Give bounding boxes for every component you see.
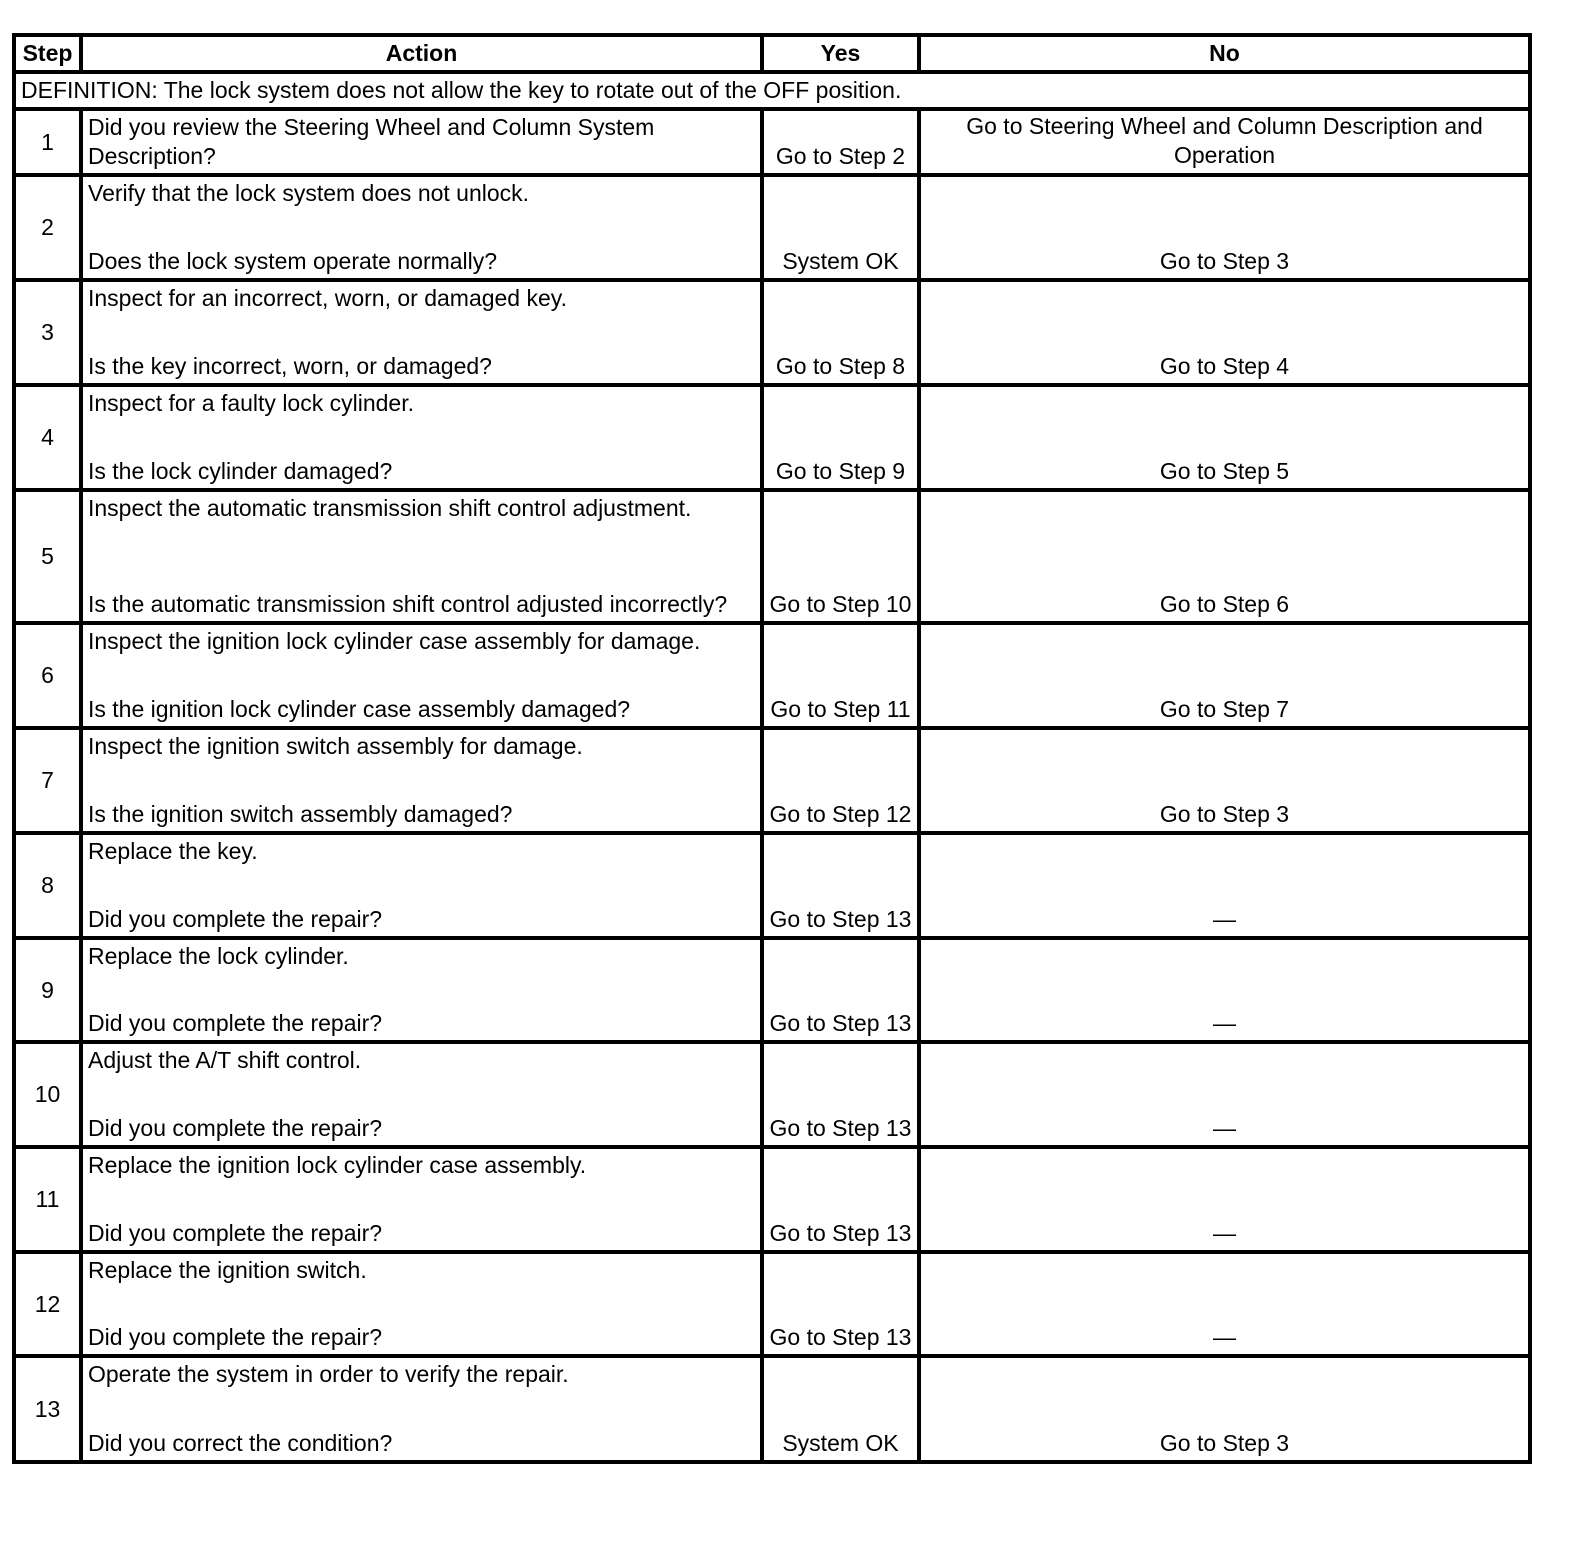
header-yes: Yes xyxy=(762,35,919,72)
action-instruction: Replace the lock cylinder. xyxy=(88,943,349,969)
table-row xyxy=(14,833,1530,938)
no-result: — xyxy=(919,833,1530,938)
table-row xyxy=(14,385,1530,490)
no-result: Go to Step 7 xyxy=(919,623,1530,728)
action-cell xyxy=(81,280,762,385)
no-result: Go to Step 6 xyxy=(919,490,1530,623)
yes-result: Go to Step 2 xyxy=(762,109,919,175)
yes-result: System OK xyxy=(762,1356,919,1462)
step-number: 1 xyxy=(14,109,81,175)
action-cell xyxy=(81,728,762,833)
action-cell xyxy=(81,175,762,280)
action-instruction: Inspect for a faulty lock cylinder. xyxy=(88,390,414,416)
table-row xyxy=(14,109,1530,175)
action-question: Is the automatic transmission shift control adjusted incorrectly? xyxy=(88,591,728,617)
no-result: — xyxy=(919,1147,1530,1252)
action-question: Did you correct the condition? xyxy=(88,1430,393,1456)
action-question: Did you complete the repair? xyxy=(88,1324,383,1350)
action-question: Did you complete the repair? xyxy=(88,1010,383,1036)
definition-row xyxy=(14,72,1530,109)
action-instruction: Replace the ignition switch. xyxy=(88,1257,367,1283)
no-result: Go to Step 5 xyxy=(919,385,1530,490)
yes-result: Go to Step 13 xyxy=(762,833,919,938)
step-number: 2 xyxy=(14,175,81,280)
action-instruction: Inspect the ignition lock cylinder case assembly for damage. xyxy=(88,628,701,654)
action-instruction: Replace the ignition lock cylinder case assembly. xyxy=(88,1152,587,1178)
header-step: Step xyxy=(14,35,81,72)
action-question: Did you complete the repair? xyxy=(88,1115,383,1141)
action-question: Did you review the Steering Wheel and Column System Description? xyxy=(88,114,655,169)
action-instruction: Replace the key. xyxy=(88,838,258,864)
action-instruction: Verify that the lock system does not unlock. xyxy=(88,180,530,206)
action-instruction: Inspect the automatic transmission shift control adjustment. xyxy=(88,495,692,521)
action-cell xyxy=(81,1356,762,1462)
yes-result: Go to Step 13 xyxy=(762,1042,919,1147)
diagnostic-table xyxy=(12,33,1532,1464)
no-result: — xyxy=(919,938,1530,1042)
table-row xyxy=(14,728,1530,833)
table-row xyxy=(14,1356,1530,1462)
action-question: Is the lock cylinder damaged? xyxy=(88,458,393,484)
action-cell xyxy=(81,938,762,1042)
action-cell xyxy=(81,1042,762,1147)
yes-result: Go to Step 13 xyxy=(762,1147,919,1252)
yes-result: Go to Step 11 xyxy=(762,623,919,728)
yes-result: Go to Step 13 xyxy=(762,1252,919,1356)
action-instruction: Inspect for an incorrect, worn, or damaged key. xyxy=(88,285,567,311)
yes-result: Go to Step 10 xyxy=(762,490,919,623)
action-instruction: Adjust the A/T shift control. xyxy=(88,1047,362,1073)
action-instruction: Operate the system in order to verify the repair. xyxy=(88,1361,569,1387)
action-cell xyxy=(81,1252,762,1356)
step-number: 12 xyxy=(14,1252,81,1356)
action-cell xyxy=(81,833,762,938)
table-row xyxy=(14,490,1530,623)
table-row xyxy=(14,1042,1530,1147)
no-result: Go to Step 3 xyxy=(919,728,1530,833)
action-cell xyxy=(81,385,762,490)
table-row xyxy=(14,938,1530,1042)
step-number: 5 xyxy=(14,490,81,623)
step-number: 10 xyxy=(14,1042,81,1147)
step-number: 13 xyxy=(14,1356,81,1462)
action-cell xyxy=(81,109,762,175)
action-instruction: Inspect the ignition switch assembly for damage. xyxy=(88,733,583,759)
table-row xyxy=(14,175,1530,280)
yes-result: Go to Step 12 xyxy=(762,728,919,833)
yes-result: Go to Step 8 xyxy=(762,280,919,385)
table-row xyxy=(14,280,1530,385)
header-no: No xyxy=(919,35,1530,72)
action-question: Does the lock system operate normally? xyxy=(88,248,498,274)
step-number: 4 xyxy=(14,385,81,490)
action-question: Did you complete the repair? xyxy=(88,906,383,932)
step-number: 3 xyxy=(14,280,81,385)
step-number: 9 xyxy=(14,938,81,1042)
yes-result: System OK xyxy=(762,175,919,280)
action-question: Is the ignition lock cylinder case assembly damaged? xyxy=(88,696,631,722)
step-number: 11 xyxy=(14,1147,81,1252)
yes-result: Go to Step 9 xyxy=(762,385,919,490)
header-row xyxy=(14,35,1530,72)
header-action: Action xyxy=(81,35,762,72)
no-result: Go to Step 3 xyxy=(919,175,1530,280)
no-result: Go to Step 4 xyxy=(919,280,1530,385)
action-cell xyxy=(81,1147,762,1252)
step-number: 6 xyxy=(14,623,81,728)
action-cell xyxy=(81,623,762,728)
action-question: Did you complete the repair? xyxy=(88,1220,383,1246)
yes-result: Go to Step 13 xyxy=(762,938,919,1042)
no-result: — xyxy=(919,1252,1530,1356)
no-result: Go to Step 3 xyxy=(919,1356,1530,1462)
action-cell xyxy=(81,490,762,623)
step-number: 7 xyxy=(14,728,81,833)
no-result: — xyxy=(919,1042,1530,1147)
table-row xyxy=(14,1252,1530,1356)
step-number: 8 xyxy=(14,833,81,938)
table-row xyxy=(14,1147,1530,1252)
action-question: Is the key incorrect, worn, or damaged? xyxy=(88,353,492,379)
action-question: Is the ignition switch assembly damaged? xyxy=(88,801,513,827)
table-row xyxy=(14,623,1530,728)
definition-text: DEFINITION: The lock system does not allow the key to rotate out of the OFF position. xyxy=(14,72,1530,109)
no-result: Go to Steering Wheel and Column Description and Operation xyxy=(919,109,1530,175)
